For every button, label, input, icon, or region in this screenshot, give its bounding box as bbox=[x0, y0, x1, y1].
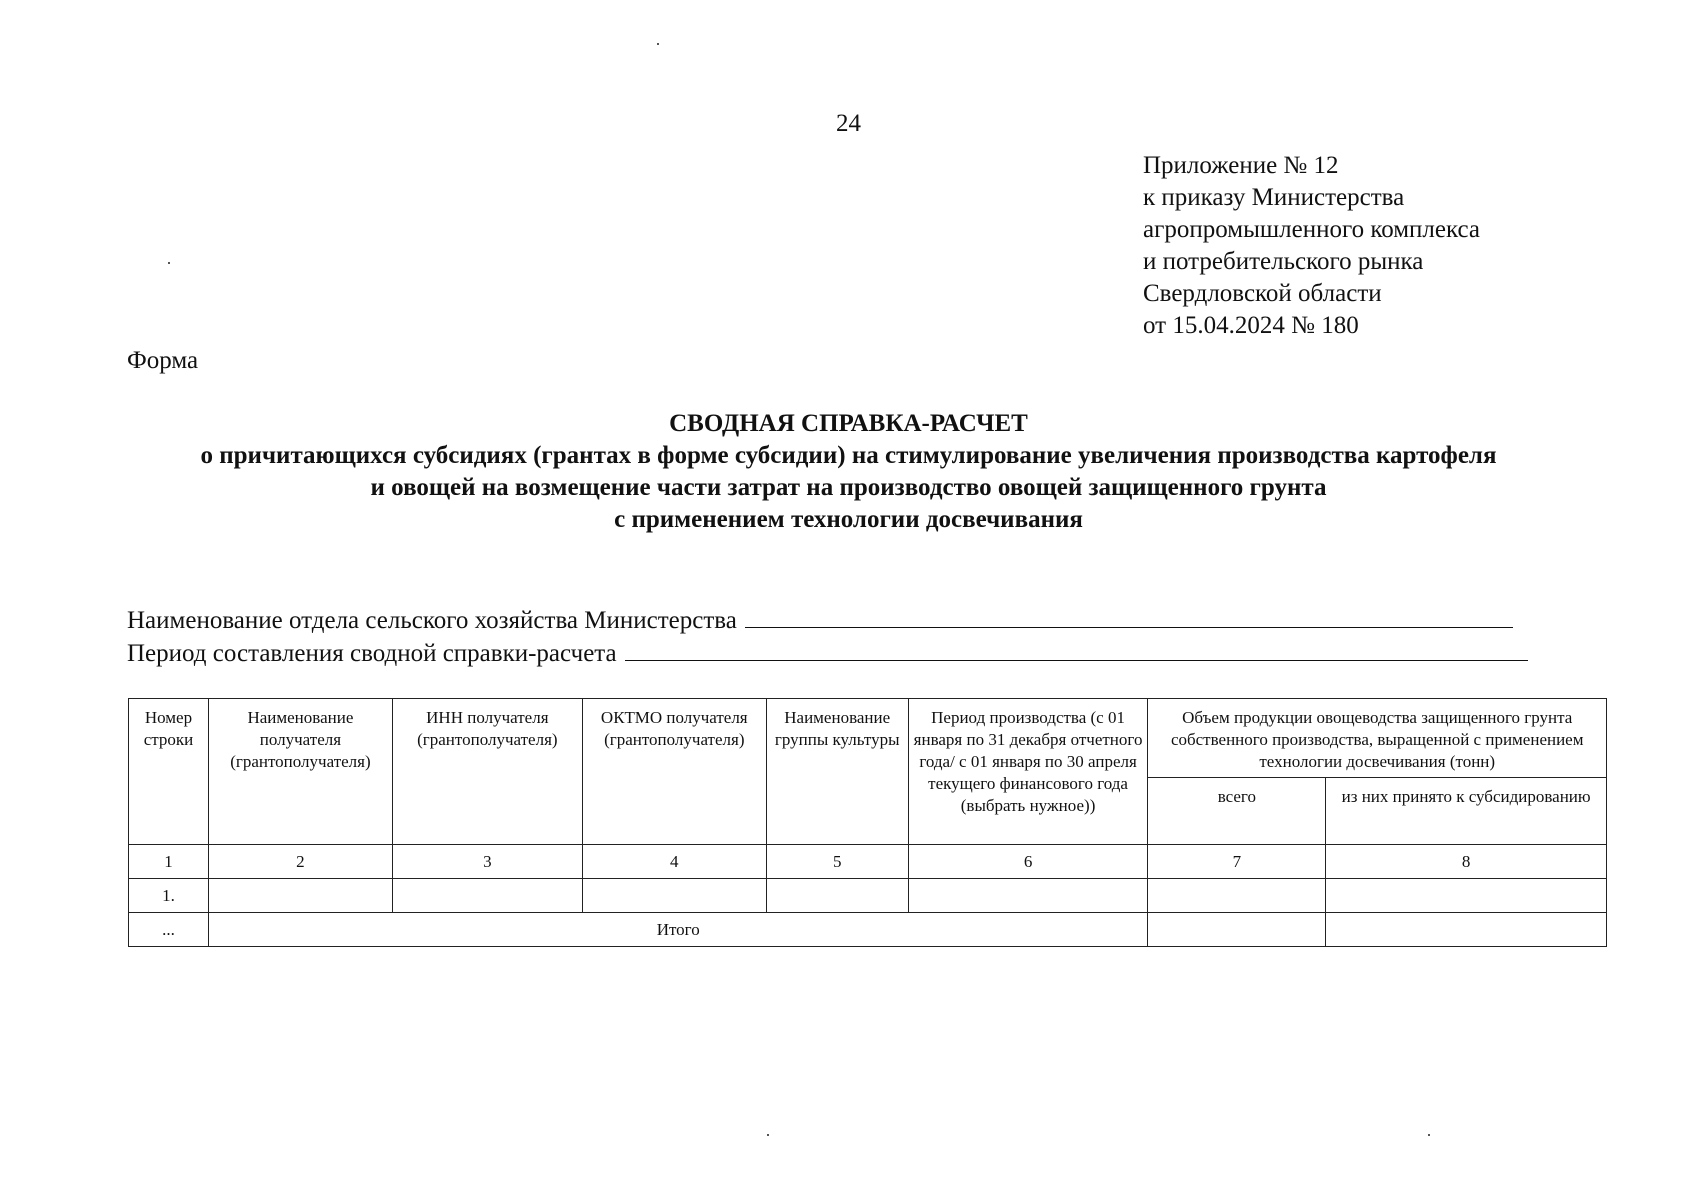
column-number: 2 bbox=[208, 845, 392, 879]
period-fill-line[interactable] bbox=[625, 638, 1528, 661]
scan-speck bbox=[767, 1134, 769, 1136]
title-line: о причитающихся субсидиях (грантах в форме субсидии) на стимулирование увеличения производства картофеля bbox=[200, 442, 1497, 469]
column-number: 6 bbox=[908, 845, 1148, 879]
row-number: 1. bbox=[129, 879, 209, 913]
form-fields bbox=[127, 605, 1528, 671]
inn-cell[interactable] bbox=[392, 879, 582, 913]
recipient-name-cell[interactable] bbox=[208, 879, 392, 913]
table-header-row bbox=[129, 699, 1607, 778]
appendix-line: от 15.04.2024 № 180 bbox=[1143, 312, 1359, 339]
table-row bbox=[129, 879, 1607, 913]
appendix-line: к приказу Министерства bbox=[1143, 184, 1405, 211]
total-label: Итого bbox=[208, 913, 1148, 947]
title-line: СВОДНАЯ СПРАВКА-РАСЧЕТ bbox=[669, 410, 1028, 437]
period-field-row bbox=[127, 638, 1528, 671]
production-period-cell[interactable] bbox=[908, 879, 1148, 913]
header-inn: ИНН получателя (грантополучателя) bbox=[392, 699, 582, 845]
column-number: 5 bbox=[766, 845, 908, 879]
summary-table bbox=[128, 698, 1607, 947]
subsidized-volume-cell[interactable] bbox=[1326, 879, 1607, 913]
header-recipient-name: Наименование получателя (грантополучателя) bbox=[208, 699, 392, 845]
scan-speck bbox=[168, 262, 170, 264]
column-number: 4 bbox=[582, 845, 766, 879]
title-line: с применением технологии досвечивания bbox=[614, 506, 1083, 533]
header-production-period: Период производства (с 01 января по 31 декабря отчетного года/ с 01 января по 30 апреля текущего финансового года (выбрать нужное)) bbox=[908, 699, 1148, 845]
header-crop-group: Наименование группы культуры bbox=[766, 699, 908, 845]
total-volume-sum-cell[interactable] bbox=[1148, 913, 1326, 947]
header-subsidized-volume: из них принято к субсидированию bbox=[1326, 778, 1607, 845]
appendix-line: и потребительского рынка bbox=[1143, 248, 1424, 275]
document-title bbox=[0, 408, 1697, 536]
total-volume-cell[interactable] bbox=[1148, 879, 1326, 913]
form-label: Форма bbox=[127, 347, 199, 374]
period-label: Период составления сводной справки-расчета bbox=[127, 640, 617, 667]
scan-speck bbox=[657, 43, 659, 45]
header-volume-group: Объем продукции овощеводства защищенного грунта собственного производства, выращенной с применением технологии досвечивания (тонн) bbox=[1148, 699, 1607, 778]
column-number-row bbox=[129, 845, 1607, 879]
crop-group-cell[interactable] bbox=[766, 879, 908, 913]
page-number: 24 bbox=[836, 110, 861, 137]
department-fill-line[interactable] bbox=[745, 605, 1513, 628]
total-row-number: ... bbox=[129, 913, 209, 947]
column-number: 3 bbox=[392, 845, 582, 879]
header-oktmo: ОКТМО получателя (грантополучателя) bbox=[582, 699, 766, 845]
subsidized-volume-sum-cell[interactable] bbox=[1326, 913, 1607, 947]
appendix-line: Приложение № 12 bbox=[1143, 152, 1339, 179]
header-total-volume: всего bbox=[1148, 778, 1326, 845]
oktmo-cell[interactable] bbox=[582, 879, 766, 913]
column-number: 8 bbox=[1326, 845, 1607, 879]
title-line: и овощей на возмещение части затрат на производство овощей защищенного грунта bbox=[370, 474, 1327, 501]
total-row bbox=[129, 913, 1607, 947]
column-number: 1 bbox=[129, 845, 209, 879]
department-field-row bbox=[127, 605, 1528, 638]
department-label: Наименование отдела сельского хозяйства Министерства bbox=[127, 607, 737, 634]
header-row-number: Номер строки bbox=[129, 699, 209, 845]
appendix-line: Свердловской области bbox=[1143, 280, 1382, 307]
scan-speck bbox=[1428, 1134, 1430, 1136]
appendix-line: агропромышленного комплекса bbox=[1143, 216, 1481, 243]
appendix-block bbox=[1143, 150, 1480, 342]
column-number: 7 bbox=[1148, 845, 1326, 879]
